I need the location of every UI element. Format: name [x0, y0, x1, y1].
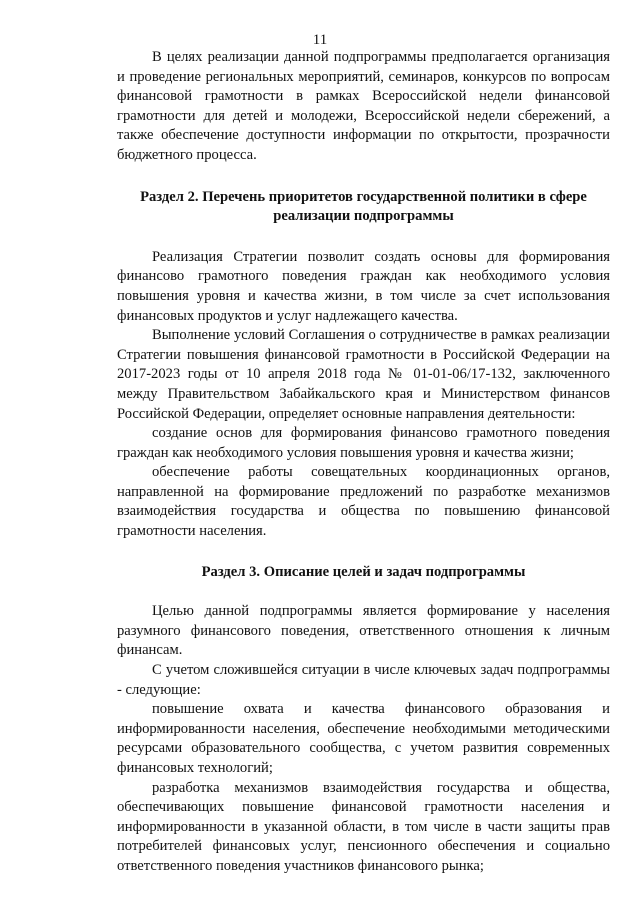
- section-3-heading: Раздел 3. Описание целей и задач подпрограммы: [201, 563, 526, 580]
- section-3-paragraph-2: С учетом сложившейся ситуации в числе ключевых задач подпрограммы - следующие:: [117, 662, 610, 698]
- section-3-paragraph-3: повышение охвата и качества финансового образования и информированности населения, обеспечение необходимыми методическими ресурсами образовательного сообщества, с учетом развития современных финансовых технологий;: [117, 701, 610, 776]
- section-3-paragraph-4: разработка механизмов взаимодействия государства и общества, обеспечивающих повышение финансовой грамотности населения и информированности в указанной области, в том числе в части защиты прав потребителей финансовых услуг, пенсионного обеспечения и социально ответственного поведения участников финансового рынка;: [117, 779, 610, 874]
- intro-paragraph: В целях реализации данной подпрограммы предполагается организация и проведение региональных мероприятий, семинаров, конкурсов по вопросам финансовой грамотности в рамках Всероссийской недели финансовой грамотности для детей и молодежи, Всероссийской недели сбережений, а также обеспечение доступности информации по открытости, прозрачности бюджетного процесса.: [117, 49, 610, 163]
- section-2-paragraph-3: создание основ для формирования финансово грамотного поведения граждан как необходимого условия повышения уровня и качества жизни;: [117, 425, 610, 461]
- section-3-paragraph-1: Целью данной подпрограммы является формирование у населения разумного финансового поведения, ответственного отношения к личным финансам.: [117, 603, 610, 659]
- page-number: 11: [312, 32, 328, 48]
- document-body: [117, 48, 610, 877]
- section-2-paragraph-2: Выполнение условий Соглашения о сотрудничестве в рамках реализации Стратегии повышения финансовой грамотности в Российской Федерации на 2017-2023 годы от 10 апреля 2018 года № 01-01-06/17-132, заключенного между Правительством Забайкальского края и Министерством финансов Российской Федерации, определяет основные направления деятельности:: [117, 327, 610, 422]
- section-2-paragraph-1: Реализация Стратегии позволит создать основы для формирования финансово грамотного поведения граждан как необходимого условия повышения уровня и качества жизни, в том числе за счет использования финансовых продуктов и услуг надлежащего качества.: [117, 248, 610, 324]
- section-2-paragraph-4: обеспечение работы совещательных координационных органов, направленной на формирование предложений по разработке механизмов взаимодействия государства и общества по повышению финансовой грамотности населения.: [117, 464, 610, 540]
- section-2-heading: Раздел 2. Перечень приоритетов государственной политики в сфере реализации подпрограммы: [140, 188, 587, 225]
